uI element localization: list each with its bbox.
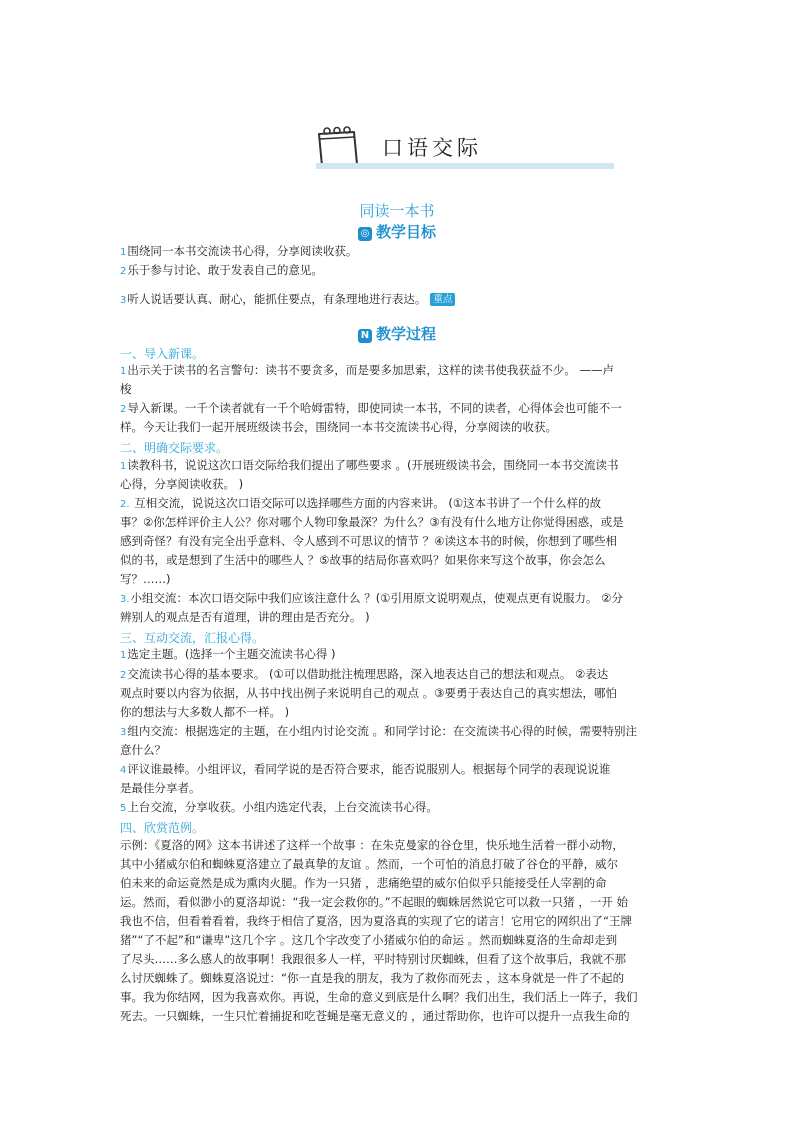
objective-item: 3听人说话要认真、耐心，能抓住要点，有条理地进行表达。 重点	[120, 290, 455, 310]
text-line: 2. 互相交流，说说这次口语交际可以选择哪些方面的内容来讲。 (①这本书讲了一个什么样的故	[120, 496, 602, 510]
text-line: 伯未来的命运竟然是成为熏肉火腿。作为一只猪 ，悲痛绝望的威尔伯似乎只能接受任人宰割的命	[120, 876, 607, 890]
text-line: 我也不信，但看着看着，我终于相信了夏洛，因为夏洛真的实现了它的诺言！它用它的网织出了“王牌	[120, 914, 632, 928]
text-line: 么讨厌蜘蛛了。蜘蛛夏洛说过：“你一直是我的朋友，我为了救你而死去 ，这本身就是一件了不起的	[120, 971, 625, 985]
section-title: 二、明确交际要求。	[120, 441, 229, 455]
text-line: 心得，分享阅读收获。 )	[120, 477, 244, 491]
objectives-heading-label: 教学目标	[375, 223, 436, 241]
text-line: 你的想法与大多数人都不一样。 )	[120, 705, 290, 719]
objective-item: 2乐于参与讨论、敢于发表自己的意见。	[120, 263, 323, 277]
notepad-icon	[314, 124, 360, 168]
text-line: 3组内交流：根据选定的主题，在小组内讨论交流 。和同学讨论：在交流读书心得的时候，需要特别注	[120, 724, 638, 738]
text-line: 辨别人的观点是否有道理，讲的理由是否充分。 )	[120, 610, 370, 624]
text-line: 1出示关于读书的名言警句：读书不要贪多，而是要多加思索，这样的读书使我获益不少。 ——卢	[120, 363, 615, 377]
text-line: 其中小猪威尔伯和蜘蛛夏洛建立了最真挚的友谊 。然而，一个可怕的消息打破了谷仓的平静，威尔	[120, 857, 619, 871]
lesson-title: 同读一本书	[359, 202, 435, 220]
section-title: 三、互动交流，汇报心得。	[120, 631, 265, 645]
text-line: 3.小组交流：本次口语交际中我们应该注意什么 ？(①引用原文说明观点，使观点更有说服力。 ②分	[120, 591, 623, 605]
text-line: 4评议谁最棒。小组评议，看同学说的是否符合要求，能否说服别人。根据每个同学的表现说说谁	[120, 762, 611, 776]
title-underline	[316, 163, 614, 169]
text-line: 是最佳分享者。	[120, 781, 201, 795]
text-line: 样。今天让我们一起开展班级读书会，围绕同一本书交流读书心得，分享阅读的收获。	[120, 420, 557, 434]
text-line: 2导入新课。一千个读者就有一千个哈姆雷特，即使同读一本书，不同的读者，心得体会也可能不一	[120, 401, 622, 415]
text-line: 事？②你怎样评价主人公？你对哪个人物印象最深？为什么？③有没有什么地方让你觉得困惑，或是	[120, 515, 624, 529]
text-line: 猪”“了不起”和“谦卑”这几个字 。这几个字改变了小猪威尔伯的命运 。然而蜘蛛夏洛的生命却走到	[120, 933, 618, 947]
process-heading	[0, 323, 794, 344]
target-icon: ◎	[358, 227, 372, 241]
key-point-tag: 重点	[430, 293, 455, 306]
section-title: 一、导入新课。	[120, 347, 205, 361]
text-line: 梭	[120, 382, 132, 396]
text-line: 死去。一只蜘蛛，一生只忙着捕捉和吃苍蝇是毫无意义的 ，通过帮助你，也许可以提升一点我生命的	[120, 1009, 630, 1023]
text-line: 运。然而，看似渺小的夏洛却说：“我一定会救你的。”不起眼的蜘蛛居然说它可以救一只猪 ，一开 始	[120, 895, 628, 909]
text-line: 写？……)	[120, 572, 171, 586]
process-icon: N	[358, 329, 372, 343]
objectives-heading	[0, 221, 794, 242]
objective-item: 1围绕同一本书交流读书心得，分享阅读收获。	[120, 244, 358, 258]
text-line: 1选定主题。(选择一个主题交流读书心得 )	[120, 647, 336, 661]
text-line: 示例：《夏洛的网》这本书讲述了这样一个故事 ：在朱克曼家的谷仓里，快乐地生活着一群小动物，	[120, 838, 624, 852]
text-line: 观点时要以内容为依据，从书中找出例子来说明自己的观点 。③要勇于表达自己的真实想法，哪怕	[120, 686, 617, 700]
text-line: 意什么？	[120, 743, 166, 757]
text-line: 2交流读书心得的基本要求。 (①可以借助批注梳理思路，深入地表达自己的想法和观点。 ②表达	[120, 667, 609, 681]
page-title: 口语交际	[382, 136, 482, 160]
text-line: 似的书，或是想到了生活中的哪些人 ？⑤故事的结局你喜欢吗？如果你来写这个故事，你会怎么	[120, 553, 606, 567]
section-title: 四、欣赏范例。	[120, 821, 205, 835]
text-line: 了尽头……多么感人的故事啊！我跟很多人一样，平时特别讨厌蜘蛛，但看了这个故事后，我就不那	[120, 952, 626, 966]
text-line: 感到奇怪？有没有完全出乎意料、令人感到不可思议的情节 ？④读这本书的时候，你想到了哪些相	[120, 534, 617, 548]
process-heading-label: 教学过程	[375, 325, 436, 343]
text-line: 5上台交流，分享收获。小组内选定代表，上台交流读书心得。	[120, 800, 438, 814]
text-line: 1读教科书，说说这次口语交际给我们提出了哪些要求 。(开展班级读书会，围绕同一本书交流读书	[120, 458, 619, 472]
text-line: 事。我为你结网，因为我喜欢你。再说，生命的意义到底是什么啊？我们出生，我们活上一阵子，我们	[120, 990, 638, 1004]
